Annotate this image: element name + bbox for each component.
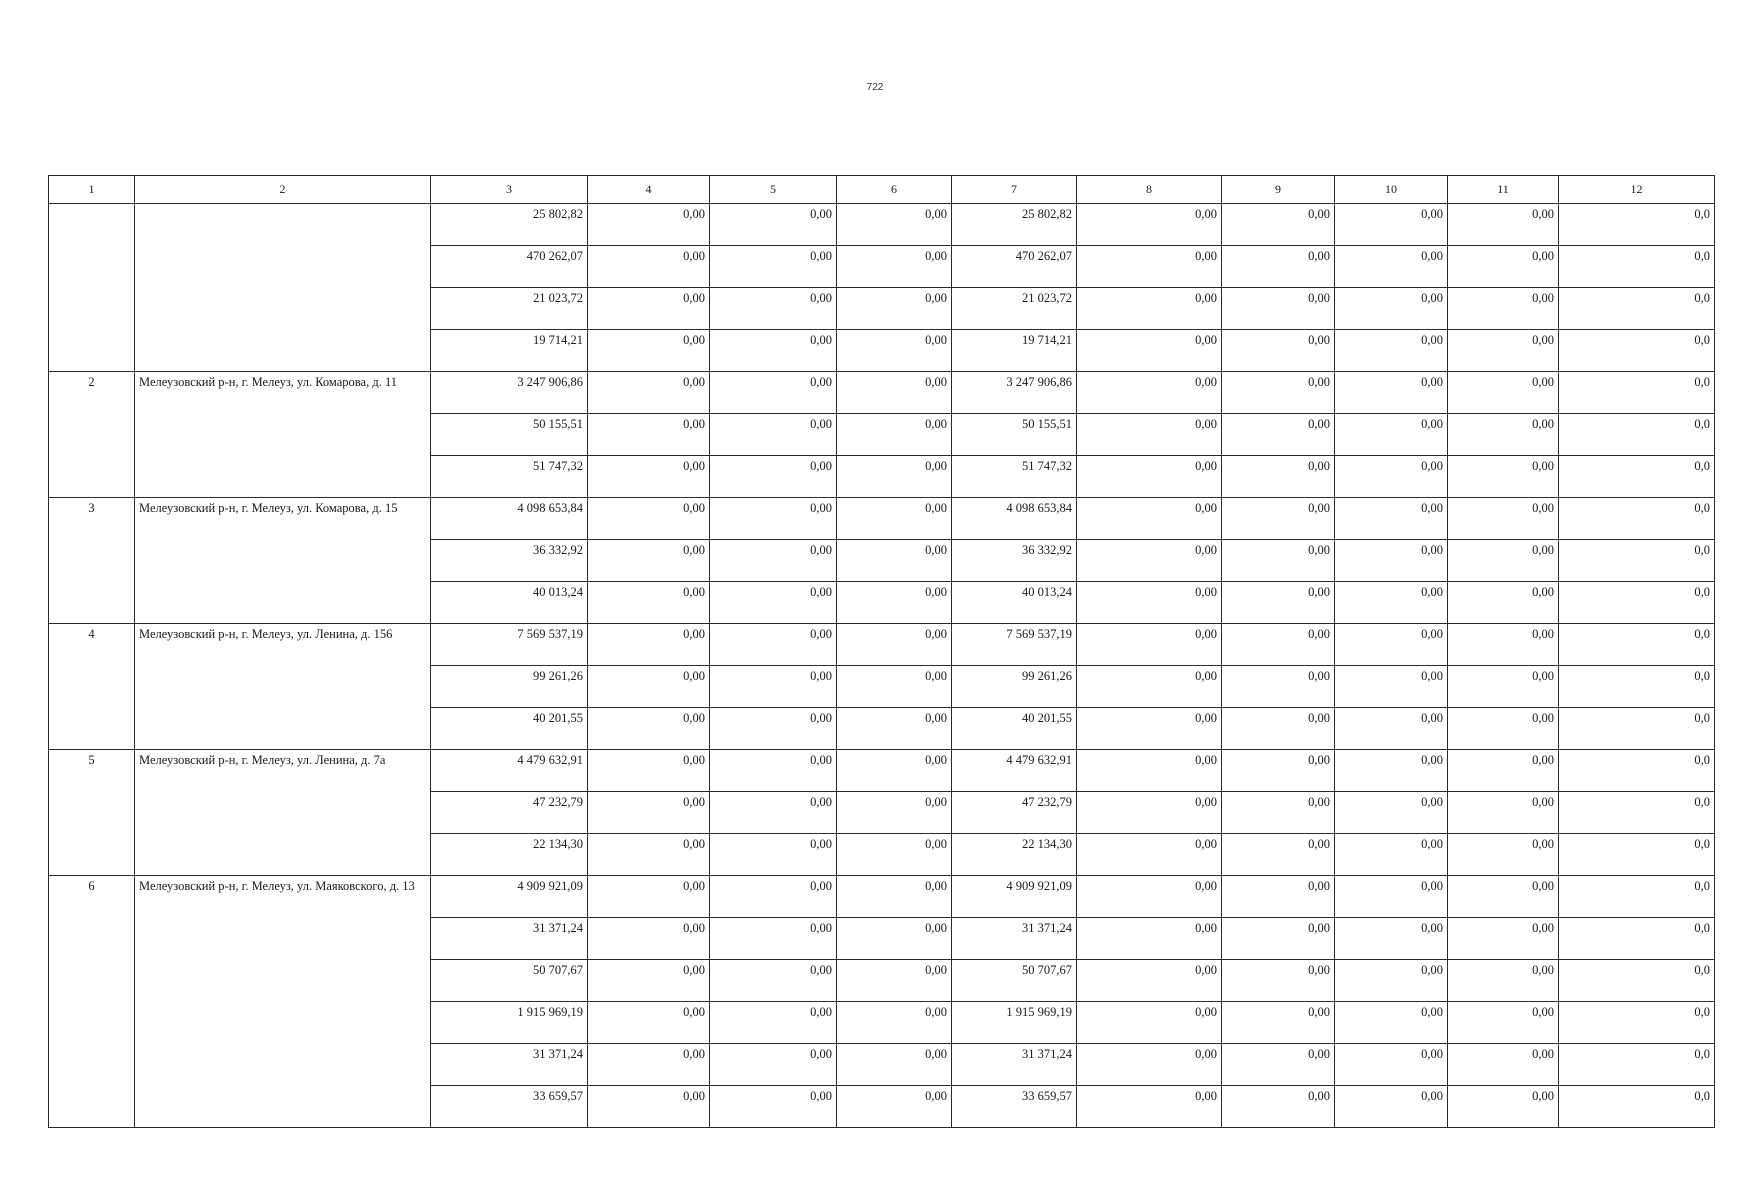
value-cell-col-3: 40 201,55 xyxy=(431,708,588,750)
value-cell-col-4: 0,00 xyxy=(588,582,710,624)
value-cell-col-10: 0,00 xyxy=(1335,708,1448,750)
value-cell-col-5: 0,00 xyxy=(710,834,837,876)
value-cell-col-8: 0,00 xyxy=(1077,498,1222,540)
value-cell-col-4: 0,00 xyxy=(588,330,710,372)
value-cell-col-10: 0,00 xyxy=(1335,246,1448,288)
value-cell-col-10: 0,00 xyxy=(1335,372,1448,414)
value-cell-col-11: 0,00 xyxy=(1448,540,1559,582)
value-cell-col-9: 0,00 xyxy=(1222,792,1335,834)
value-cell-col-7: 51 747,32 xyxy=(952,456,1077,498)
row-index: 2 xyxy=(49,372,135,498)
column-header-4: 4 xyxy=(588,176,710,204)
value-cell-col-12: 0,0 xyxy=(1559,876,1715,918)
value-cell-col-3: 4 479 632,91 xyxy=(431,750,588,792)
value-cell-col-6: 0,00 xyxy=(837,540,952,582)
value-cell-col-4: 0,00 xyxy=(588,918,710,960)
value-cell-col-5: 0,00 xyxy=(710,624,837,666)
value-cell-col-7: 31 371,24 xyxy=(952,918,1077,960)
value-cell-col-4: 0,00 xyxy=(588,792,710,834)
value-cell-col-4: 0,00 xyxy=(588,624,710,666)
table-row xyxy=(49,750,1715,792)
value-cell-col-9: 0,00 xyxy=(1222,666,1335,708)
value-cell-col-5: 0,00 xyxy=(710,204,837,246)
value-cell-col-10: 0,00 xyxy=(1335,666,1448,708)
value-cell-col-8: 0,00 xyxy=(1077,246,1222,288)
column-header-11: 11 xyxy=(1448,176,1559,204)
value-cell-col-9: 0,00 xyxy=(1222,330,1335,372)
address-cell: Мелеузовский р-н, г. Мелеуз, ул. Маяковского, д. 13 xyxy=(135,876,431,1128)
address-cell xyxy=(135,204,431,372)
value-cell-col-6: 0,00 xyxy=(837,792,952,834)
value-cell-col-11: 0,00 xyxy=(1448,1086,1559,1128)
value-cell-col-9: 0,00 xyxy=(1222,1044,1335,1086)
value-cell-col-5: 0,00 xyxy=(710,1002,837,1044)
value-cell-col-3: 33 659,57 xyxy=(431,1086,588,1128)
value-cell-col-11: 0,00 xyxy=(1448,666,1559,708)
value-cell-col-12: 0,0 xyxy=(1559,918,1715,960)
value-cell-col-4: 0,00 xyxy=(588,1086,710,1128)
value-cell-col-8: 0,00 xyxy=(1077,582,1222,624)
value-cell-col-9: 0,00 xyxy=(1222,288,1335,330)
value-cell-col-12: 0,0 xyxy=(1559,540,1715,582)
column-header-6: 6 xyxy=(837,176,952,204)
value-cell-col-5: 0,00 xyxy=(710,414,837,456)
value-cell-col-12: 0,0 xyxy=(1559,288,1715,330)
value-cell-col-11: 0,00 xyxy=(1448,834,1559,876)
value-cell-col-3: 19 714,21 xyxy=(431,330,588,372)
value-cell-col-8: 0,00 xyxy=(1077,1002,1222,1044)
value-cell-col-3: 51 747,32 xyxy=(431,456,588,498)
value-cell-col-3: 4 909 921,09 xyxy=(431,876,588,918)
value-cell-col-9: 0,00 xyxy=(1222,876,1335,918)
column-header-10: 10 xyxy=(1335,176,1448,204)
value-cell-col-11: 0,00 xyxy=(1448,204,1559,246)
value-cell-col-8: 0,00 xyxy=(1077,960,1222,1002)
value-cell-col-5: 0,00 xyxy=(710,918,837,960)
value-cell-col-8: 0,00 xyxy=(1077,414,1222,456)
address-cell: Мелеузовский р-н, г. Мелеуз, ул. Ленина, д. 7а xyxy=(135,750,431,876)
value-cell-col-8: 0,00 xyxy=(1077,330,1222,372)
value-cell-col-10: 0,00 xyxy=(1335,414,1448,456)
value-cell-col-11: 0,00 xyxy=(1448,372,1559,414)
table-row xyxy=(49,204,1715,246)
value-cell-col-5: 0,00 xyxy=(710,456,837,498)
value-cell-col-8: 0,00 xyxy=(1077,456,1222,498)
value-cell-col-6: 0,00 xyxy=(837,204,952,246)
value-cell-col-6: 0,00 xyxy=(837,246,952,288)
value-cell-col-5: 0,00 xyxy=(710,540,837,582)
value-cell-col-11: 0,00 xyxy=(1448,750,1559,792)
value-cell-col-6: 0,00 xyxy=(837,708,952,750)
value-cell-col-5: 0,00 xyxy=(710,288,837,330)
value-cell-col-10: 0,00 xyxy=(1335,918,1448,960)
row-index: 4 xyxy=(49,624,135,750)
value-cell-col-8: 0,00 xyxy=(1077,1086,1222,1128)
value-cell-col-4: 0,00 xyxy=(588,204,710,246)
value-cell-col-11: 0,00 xyxy=(1448,1044,1559,1086)
value-cell-col-4: 0,00 xyxy=(588,288,710,330)
header-row xyxy=(49,176,1715,204)
value-cell-col-6: 0,00 xyxy=(837,1002,952,1044)
value-cell-col-3: 47 232,79 xyxy=(431,792,588,834)
value-cell-col-3: 3 247 906,86 xyxy=(431,372,588,414)
value-cell-col-12: 0,0 xyxy=(1559,204,1715,246)
value-cell-col-7: 33 659,57 xyxy=(952,1086,1077,1128)
value-cell-col-10: 0,00 xyxy=(1335,960,1448,1002)
value-cell-col-12: 0,0 xyxy=(1559,792,1715,834)
value-cell-col-3: 470 262,07 xyxy=(431,246,588,288)
value-cell-col-8: 0,00 xyxy=(1077,918,1222,960)
value-cell-col-4: 0,00 xyxy=(588,540,710,582)
value-cell-col-9: 0,00 xyxy=(1222,456,1335,498)
value-cell-col-6: 0,00 xyxy=(837,498,952,540)
value-cell-col-5: 0,00 xyxy=(710,708,837,750)
value-cell-col-6: 0,00 xyxy=(837,414,952,456)
value-cell-col-10: 0,00 xyxy=(1335,498,1448,540)
value-cell-col-5: 0,00 xyxy=(710,960,837,1002)
value-cell-col-9: 0,00 xyxy=(1222,960,1335,1002)
value-cell-col-11: 0,00 xyxy=(1448,414,1559,456)
value-cell-col-4: 0,00 xyxy=(588,498,710,540)
column-header-12: 12 xyxy=(1559,176,1715,204)
value-cell-col-12: 0,0 xyxy=(1559,960,1715,1002)
value-cell-col-9: 0,00 xyxy=(1222,204,1335,246)
value-cell-col-3: 50 155,51 xyxy=(431,414,588,456)
page-number: 722 xyxy=(866,82,884,93)
value-cell-col-12: 0,0 xyxy=(1559,246,1715,288)
value-cell-col-8: 0,00 xyxy=(1077,834,1222,876)
value-cell-col-10: 0,00 xyxy=(1335,834,1448,876)
value-cell-col-3: 99 261,26 xyxy=(431,666,588,708)
value-cell-col-9: 0,00 xyxy=(1222,918,1335,960)
value-cell-col-12: 0,0 xyxy=(1559,750,1715,792)
value-cell-col-12: 0,0 xyxy=(1559,834,1715,876)
value-cell-col-12: 0,0 xyxy=(1559,456,1715,498)
value-cell-col-12: 0,0 xyxy=(1559,1086,1715,1128)
value-cell-col-4: 0,00 xyxy=(588,1002,710,1044)
value-cell-col-6: 0,00 xyxy=(837,456,952,498)
value-cell-col-3: 31 371,24 xyxy=(431,1044,588,1086)
value-cell-col-7: 47 232,79 xyxy=(952,792,1077,834)
value-cell-col-7: 19 714,21 xyxy=(952,330,1077,372)
value-cell-col-10: 0,00 xyxy=(1335,792,1448,834)
value-cell-col-6: 0,00 xyxy=(837,1044,952,1086)
value-cell-col-7: 40 201,55 xyxy=(952,708,1077,750)
value-cell-col-12: 0,0 xyxy=(1559,708,1715,750)
value-cell-col-5: 0,00 xyxy=(710,246,837,288)
table-row xyxy=(49,372,1715,414)
value-cell-col-10: 0,00 xyxy=(1335,288,1448,330)
value-cell-col-4: 0,00 xyxy=(588,960,710,1002)
value-cell-col-7: 36 332,92 xyxy=(952,540,1077,582)
value-cell-col-4: 0,00 xyxy=(588,666,710,708)
value-cell-col-7: 40 013,24 xyxy=(952,582,1077,624)
value-cell-col-7: 4 098 653,84 xyxy=(952,498,1077,540)
column-header-9: 9 xyxy=(1222,176,1335,204)
value-cell-col-7: 99 261,26 xyxy=(952,666,1077,708)
value-cell-col-5: 0,00 xyxy=(710,666,837,708)
value-cell-col-12: 0,0 xyxy=(1559,414,1715,456)
value-cell-col-7: 470 262,07 xyxy=(952,246,1077,288)
value-cell-col-10: 0,00 xyxy=(1335,1044,1448,1086)
value-cell-col-3: 40 013,24 xyxy=(431,582,588,624)
value-cell-col-9: 0,00 xyxy=(1222,372,1335,414)
value-cell-col-8: 0,00 xyxy=(1077,288,1222,330)
column-header-7: 7 xyxy=(952,176,1077,204)
value-cell-col-3: 22 134,30 xyxy=(431,834,588,876)
value-cell-col-5: 0,00 xyxy=(710,792,837,834)
table-row xyxy=(49,624,1715,666)
value-cell-col-4: 0,00 xyxy=(588,708,710,750)
value-cell-col-10: 0,00 xyxy=(1335,1002,1448,1044)
value-cell-col-6: 0,00 xyxy=(837,876,952,918)
value-cell-col-10: 0,00 xyxy=(1335,1086,1448,1128)
value-cell-col-12: 0,0 xyxy=(1559,582,1715,624)
address-cell: Мелеузовский р-н, г. Мелеуз, ул. Ленина, д. 156 xyxy=(135,624,431,750)
value-cell-col-11: 0,00 xyxy=(1448,330,1559,372)
value-cell-col-6: 0,00 xyxy=(837,372,952,414)
value-cell-col-5: 0,00 xyxy=(710,582,837,624)
value-cell-col-11: 0,00 xyxy=(1448,708,1559,750)
value-cell-col-7: 50 155,51 xyxy=(952,414,1077,456)
value-cell-col-8: 0,00 xyxy=(1077,792,1222,834)
value-cell-col-4: 0,00 xyxy=(588,372,710,414)
value-cell-col-11: 0,00 xyxy=(1448,960,1559,1002)
value-cell-col-8: 0,00 xyxy=(1077,666,1222,708)
column-header-1: 1 xyxy=(49,176,135,204)
value-cell-col-10: 0,00 xyxy=(1335,330,1448,372)
column-header-8: 8 xyxy=(1077,176,1222,204)
value-cell-col-3: 25 802,82 xyxy=(431,204,588,246)
value-cell-col-8: 0,00 xyxy=(1077,708,1222,750)
value-cell-col-7: 4 479 632,91 xyxy=(952,750,1077,792)
value-cell-col-4: 0,00 xyxy=(588,414,710,456)
value-cell-col-9: 0,00 xyxy=(1222,750,1335,792)
value-cell-col-7: 1 915 969,19 xyxy=(952,1002,1077,1044)
value-cell-col-9: 0,00 xyxy=(1222,1002,1335,1044)
value-cell-col-8: 0,00 xyxy=(1077,876,1222,918)
value-cell-col-7: 31 371,24 xyxy=(952,1044,1077,1086)
address-cell: Мелеузовский р-н, г. Мелеуз, ул. Комарова, д. 11 xyxy=(135,372,431,498)
value-cell-col-3: 21 023,72 xyxy=(431,288,588,330)
value-cell-col-6: 0,00 xyxy=(837,918,952,960)
column-header-2: 2 xyxy=(135,176,431,204)
value-cell-col-8: 0,00 xyxy=(1077,750,1222,792)
value-cell-col-5: 0,00 xyxy=(710,1086,837,1128)
value-cell-col-6: 0,00 xyxy=(837,834,952,876)
value-cell-col-6: 0,00 xyxy=(837,960,952,1002)
value-cell-col-10: 0,00 xyxy=(1335,540,1448,582)
value-cell-col-10: 0,00 xyxy=(1335,204,1448,246)
value-cell-col-10: 0,00 xyxy=(1335,876,1448,918)
value-cell-col-9: 0,00 xyxy=(1222,414,1335,456)
value-cell-col-5: 0,00 xyxy=(710,1044,837,1086)
value-cell-col-6: 0,00 xyxy=(837,624,952,666)
value-cell-col-4: 0,00 xyxy=(588,750,710,792)
value-cell-col-3: 7 569 537,19 xyxy=(431,624,588,666)
value-cell-col-7: 21 023,72 xyxy=(952,288,1077,330)
value-cell-col-6: 0,00 xyxy=(837,288,952,330)
row-index: 6 xyxy=(49,876,135,1128)
value-cell-col-4: 0,00 xyxy=(588,876,710,918)
value-cell-col-10: 0,00 xyxy=(1335,624,1448,666)
value-cell-col-6: 0,00 xyxy=(837,582,952,624)
value-cell-col-12: 0,0 xyxy=(1559,498,1715,540)
value-cell-col-8: 0,00 xyxy=(1077,372,1222,414)
value-cell-col-11: 0,00 xyxy=(1448,246,1559,288)
value-cell-col-9: 0,00 xyxy=(1222,246,1335,288)
row-index xyxy=(49,204,135,372)
value-cell-col-12: 0,0 xyxy=(1559,1044,1715,1086)
value-cell-col-11: 0,00 xyxy=(1448,582,1559,624)
value-cell-col-11: 0,00 xyxy=(1448,1002,1559,1044)
value-cell-col-9: 0,00 xyxy=(1222,834,1335,876)
value-cell-col-5: 0,00 xyxy=(710,498,837,540)
value-cell-col-12: 0,0 xyxy=(1559,330,1715,372)
table-body xyxy=(49,204,1715,1128)
value-cell-col-9: 0,00 xyxy=(1222,582,1335,624)
value-cell-col-9: 0,00 xyxy=(1222,1086,1335,1128)
value-cell-col-12: 0,0 xyxy=(1559,372,1715,414)
row-index: 3 xyxy=(49,498,135,624)
value-cell-col-4: 0,00 xyxy=(588,456,710,498)
value-cell-col-12: 0,0 xyxy=(1559,666,1715,708)
value-cell-col-6: 0,00 xyxy=(837,666,952,708)
value-cell-col-6: 0,00 xyxy=(837,330,952,372)
value-cell-col-4: 0,00 xyxy=(588,834,710,876)
value-cell-col-9: 0,00 xyxy=(1222,708,1335,750)
data-table xyxy=(48,175,1715,1128)
value-cell-col-3: 31 371,24 xyxy=(431,918,588,960)
value-cell-col-8: 0,00 xyxy=(1077,624,1222,666)
value-cell-col-10: 0,00 xyxy=(1335,582,1448,624)
value-cell-col-7: 22 134,30 xyxy=(952,834,1077,876)
value-cell-col-3: 4 098 653,84 xyxy=(431,498,588,540)
value-cell-col-11: 0,00 xyxy=(1448,498,1559,540)
value-cell-col-7: 4 909 921,09 xyxy=(952,876,1077,918)
table-container xyxy=(48,175,1710,1155)
value-cell-col-3: 50 707,67 xyxy=(431,960,588,1002)
value-cell-col-6: 0,00 xyxy=(837,1086,952,1128)
value-cell-col-3: 1 915 969,19 xyxy=(431,1002,588,1044)
value-cell-col-12: 0,0 xyxy=(1559,624,1715,666)
address-cell: Мелеузовский р-н, г. Мелеуз, ул. Комарова, д. 15 xyxy=(135,498,431,624)
value-cell-col-11: 0,00 xyxy=(1448,792,1559,834)
value-cell-col-11: 0,00 xyxy=(1448,456,1559,498)
value-cell-col-7: 3 247 906,86 xyxy=(952,372,1077,414)
value-cell-col-5: 0,00 xyxy=(710,372,837,414)
value-cell-col-4: 0,00 xyxy=(588,1044,710,1086)
value-cell-col-8: 0,00 xyxy=(1077,540,1222,582)
value-cell-col-12: 0,0 xyxy=(1559,1002,1715,1044)
value-cell-col-3: 36 332,92 xyxy=(431,540,588,582)
value-cell-col-11: 0,00 xyxy=(1448,876,1559,918)
value-cell-col-8: 0,00 xyxy=(1077,204,1222,246)
value-cell-col-9: 0,00 xyxy=(1222,498,1335,540)
value-cell-col-11: 0,00 xyxy=(1448,624,1559,666)
value-cell-col-7: 50 707,67 xyxy=(952,960,1077,1002)
value-cell-col-7: 25 802,82 xyxy=(952,204,1077,246)
table-row xyxy=(49,876,1715,918)
value-cell-col-11: 0,00 xyxy=(1448,288,1559,330)
value-cell-col-6: 0,00 xyxy=(837,750,952,792)
value-cell-col-4: 0,00 xyxy=(588,246,710,288)
value-cell-col-10: 0,00 xyxy=(1335,456,1448,498)
value-cell-col-10: 0,00 xyxy=(1335,750,1448,792)
row-index: 5 xyxy=(49,750,135,876)
value-cell-col-5: 0,00 xyxy=(710,876,837,918)
column-header-3: 3 xyxy=(431,176,588,204)
value-cell-col-8: 0,00 xyxy=(1077,1044,1222,1086)
value-cell-col-5: 0,00 xyxy=(710,330,837,372)
column-header-5: 5 xyxy=(710,176,837,204)
table-row xyxy=(49,498,1715,540)
value-cell-col-9: 0,00 xyxy=(1222,540,1335,582)
value-cell-col-5: 0,00 xyxy=(710,750,837,792)
value-cell-col-9: 0,00 xyxy=(1222,624,1335,666)
value-cell-col-11: 0,00 xyxy=(1448,918,1559,960)
value-cell-col-7: 7 569 537,19 xyxy=(952,624,1077,666)
